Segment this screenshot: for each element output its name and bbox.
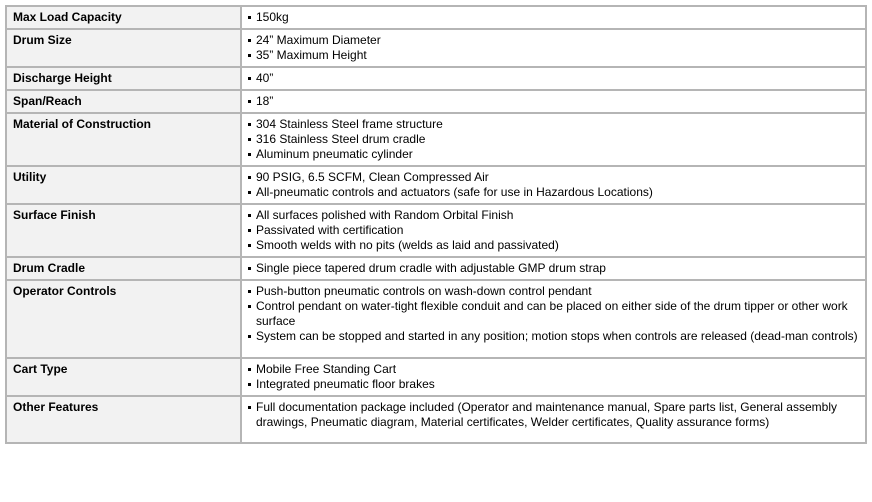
bullet-item: 90 PSIG, 6.5 SCFM, Clean Compressed Air	[248, 170, 859, 185]
bullet-item: 40”	[248, 71, 859, 86]
table-row	[6, 166, 866, 204]
table-row	[6, 113, 866, 166]
spec-value-list	[248, 94, 859, 109]
bullet-item: 24” Maximum Diameter	[248, 33, 859, 48]
bullet-item: 316 Stainless Steel drum cradle	[248, 132, 859, 147]
spec-label: Discharge Height	[6, 67, 241, 90]
table-row	[6, 29, 866, 67]
spec-label: Cart Type	[6, 358, 241, 396]
specifications-table-body	[6, 6, 866, 443]
bullet-item: System can be stopped and started in any position; motion stops when controls are released (dead-man controls)	[248, 329, 859, 344]
bullet-item: 18”	[248, 94, 859, 109]
spec-value	[241, 29, 866, 67]
bullet-item: Control pendant on water-tight flexible conduit and can be placed on either side of the drum tipper or other work surface	[248, 299, 859, 329]
bullet-item: Full documentation package included (Operator and maintenance manual, Spare parts list, General assembly drawings, Pneumatic diagram, Material certificates, Welder certificates, Quality assurance forms)	[248, 400, 859, 430]
spec-value-list	[248, 33, 859, 63]
spec-value-list	[248, 208, 859, 253]
bullet-item: All surfaces polished with Random Orbital Finish	[248, 208, 859, 223]
spec-value-list	[248, 170, 859, 200]
spec-value-list	[248, 261, 859, 276]
spec-value-list	[248, 362, 859, 392]
table-row	[6, 257, 866, 280]
spec-label: Operator Controls	[6, 280, 241, 358]
bullet-item: Mobile Free Standing Cart	[248, 362, 859, 377]
bullet-item: Integrated pneumatic floor brakes	[248, 377, 859, 392]
spec-label: Material of Construction	[6, 113, 241, 166]
bullet-item: Push-button pneumatic controls on wash-down control pendant	[248, 284, 859, 299]
spec-label: Surface Finish	[6, 204, 241, 257]
bullet-item: All-pneumatic controls and actuators (safe for use in Hazardous Locations)	[248, 185, 859, 200]
spec-label: Drum Cradle	[6, 257, 241, 280]
bullet-item: 304 Stainless Steel frame structure	[248, 117, 859, 132]
spec-label: Span/Reach	[6, 90, 241, 113]
spec-value-list	[248, 117, 859, 162]
spec-value-list	[248, 284, 859, 344]
table-row	[6, 90, 866, 113]
table-row	[6, 67, 866, 90]
spec-value	[241, 90, 866, 113]
specifications-table	[5, 5, 867, 444]
spec-value	[241, 113, 866, 166]
spec-value	[241, 67, 866, 90]
spec-value-list	[248, 71, 859, 86]
spec-label: Drum Size	[6, 29, 241, 67]
spec-value-list	[248, 400, 859, 430]
table-row	[6, 204, 866, 257]
spec-value	[241, 6, 866, 29]
table-row	[6, 358, 866, 396]
spec-value	[241, 358, 866, 396]
spec-value	[241, 166, 866, 204]
table-row	[6, 280, 866, 358]
spec-label: Other Features	[6, 396, 241, 443]
spec-value-list	[248, 10, 859, 25]
spec-value	[241, 257, 866, 280]
bullet-item: 35” Maximum Height	[248, 48, 859, 63]
bullet-item: Aluminum pneumatic cylinder	[248, 147, 859, 162]
spec-value	[241, 396, 866, 443]
spec-label: Utility	[6, 166, 241, 204]
bullet-item: Single piece tapered drum cradle with adjustable GMP drum strap	[248, 261, 859, 276]
bullet-item: Passivated with certification	[248, 223, 859, 238]
table-row	[6, 396, 866, 443]
spec-label: Max Load Capacity	[6, 6, 241, 29]
bullet-item: 150kg	[248, 10, 859, 25]
table-row	[6, 6, 866, 29]
spec-value	[241, 280, 866, 358]
spec-value	[241, 204, 866, 257]
bullet-item: Smooth welds with no pits (welds as laid and passivated)	[248, 238, 859, 253]
